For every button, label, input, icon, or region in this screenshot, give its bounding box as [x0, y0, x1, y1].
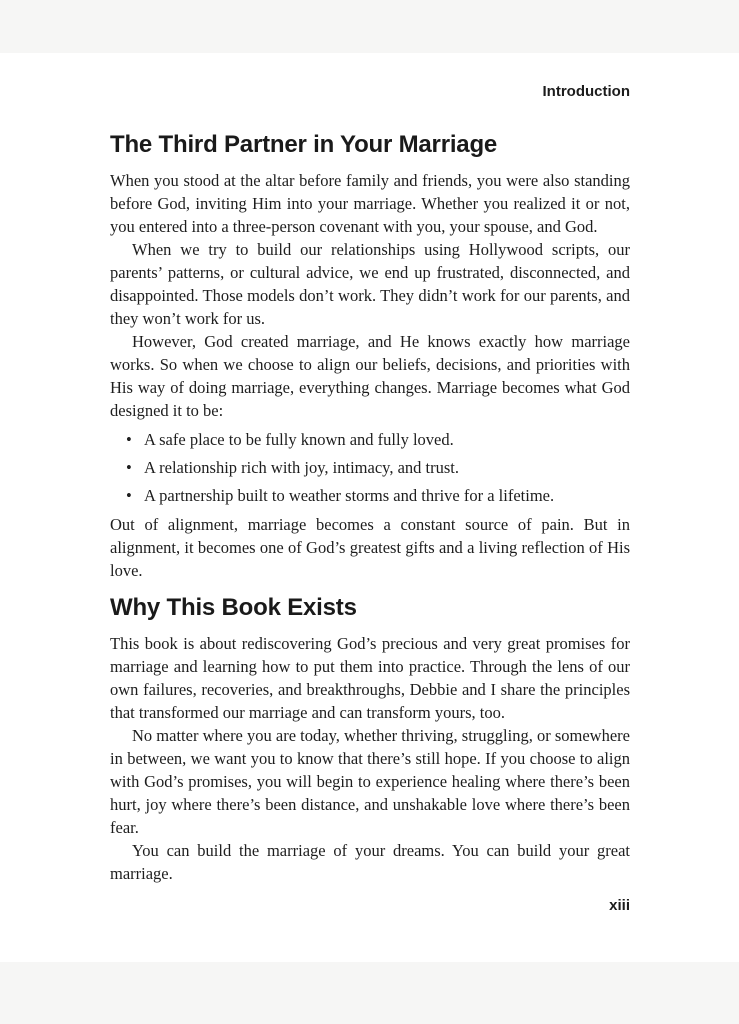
list-item-text: A partnership built to weather storms and thrive for a lifetime. — [144, 486, 555, 505]
page-number: xiii — [609, 897, 630, 914]
list-item — [126, 456, 630, 479]
bullet-icon: • — [126, 458, 132, 477]
list-item-text: A relationship rich with joy, intimacy, and trust. — [144, 458, 459, 477]
section-heading-third-partner: The Third Partner in Your Marriage — [110, 131, 498, 158]
paragraph: However, God created marriage, and He knows exactly how marriage works. So when we choose to align our beliefs, decisions, and priorities with His way of doing marriage, everything changes. Marriage becomes what God designed it to be: — [110, 332, 630, 420]
paragraph: When you stood at the altar before family and friends, you were also standing before God, inviting Him into your marriage. Whether you realized it or not, you entered into a three-person covenant with you, your spouse, and God. — [110, 171, 630, 236]
section-heading-why-this-book-exists: Why This Book Exists — [110, 594, 357, 621]
bullet-icon: • — [126, 430, 132, 449]
paragraph: Out of alignment, marriage becomes a constant source of pain. But in alignment, it becomes one of God’s greatest gifts and a living reflection of His love. — [110, 515, 630, 580]
paragraph: No matter where you are today, whether thriving, struggling, or somewhere in between, we want you to know that there’s still hope. If you choose to align with God’s promises, you will begin to experience healing where there’s been hurt, joy where there’s been distance, and unshakable love where there’s been fear. — [110, 726, 630, 837]
paragraph: When we try to build our relationships using Hollywood scripts, our parents’ patterns, or cultural advice, we end up frustrated, disconnected, and disappointed. Those models don’t work. They didn’t work for our parents, and they won’t work for us. — [110, 240, 630, 328]
book-page — [0, 53, 739, 962]
list-item — [126, 484, 630, 507]
list-item — [126, 428, 630, 451]
running-header: Introduction — [542, 83, 630, 100]
bullet-icon: • — [126, 486, 132, 505]
paragraph: This book is about rediscovering God’s precious and very great promises for marriage and learning how to put them into practice. Through the lens of our own failures, recoveries, and breakthroughs, Debbie and I share the principles that transformed our marriage and can transform yours, too. — [110, 634, 630, 722]
paragraph: You can build the marriage of your dreams. You can build your great marriage. — [110, 841, 630, 883]
bullet-list — [110, 428, 630, 507]
list-item-text: A safe place to be fully known and fully loved. — [144, 430, 454, 449]
